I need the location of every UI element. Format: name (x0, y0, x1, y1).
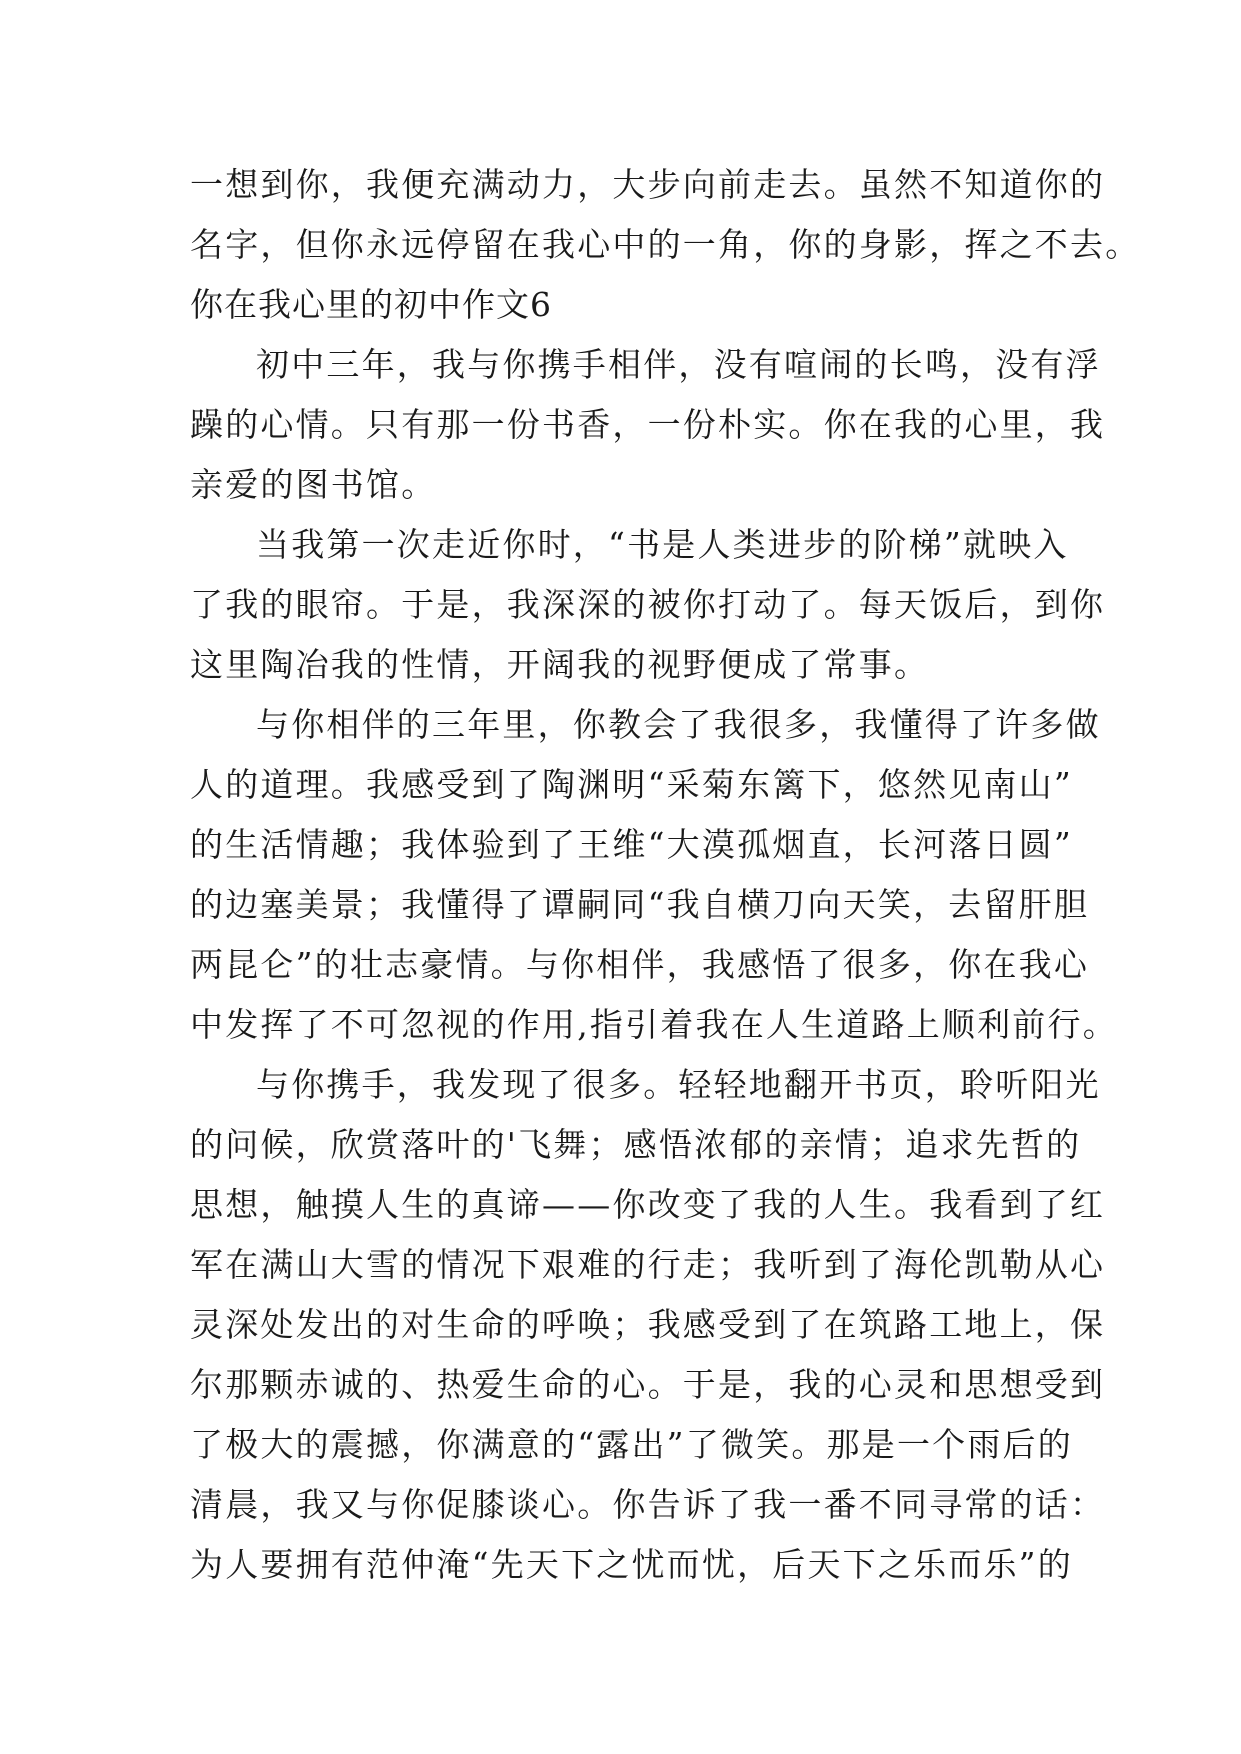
text-line: 一想到你，我便充满动力，大步向前走去。虽然不知道你的 (190, 165, 1106, 204)
paragraph-first-line: 当我第一次走近你时，“书是人类进步的阶梯”就映入 (256, 525, 1069, 564)
text-line: 尔那颗赤诚的、热爱生命的心。于是，我的心灵和思想受到 (190, 1365, 1106, 1404)
text-line: 军在满山大雪的情况下艰难的行走；我听到了海伦凯勒从心 (190, 1245, 1106, 1284)
text-line: 亲爱的图书馆。 (190, 465, 437, 504)
text-line: 灵深处发出的对生命的呼唤；我感受到了在筑路工地上，保 (190, 1305, 1106, 1344)
essay-heading: 你在我心里的初中作文6 (190, 285, 552, 324)
text-line: 躁的心情。只有那一份书香，一份朴实。你在我的心里，我 (190, 405, 1106, 444)
text-line: 的生活情趣；我体验到了王维“大漠孤烟直，长河落日圆” (190, 825, 1073, 864)
essay-text (190, 155, 1141, 1595)
text-line: 清晨，我又与你促膝谈心。你告诉了我一番不同寻常的话： (190, 1485, 1106, 1524)
text-line: 思想，触摸人生的真谛——你改变了我的人生。我看到了红 (190, 1185, 1106, 1224)
text-line: 两昆仑”的壮志豪情。与你相伴，我感悟了很多，你在我心 (190, 945, 1090, 984)
paragraph-first-line: 初中三年，我与你携手相伴，没有喧闹的长鸣，没有浮 (256, 345, 1101, 384)
text-line: 为人要拥有范仲淹“先天下之忧而忧，后天下之乐而乐”的 (190, 1545, 1073, 1584)
paragraph-first-line: 与你携手，我发现了很多。轻轻地翻开书页，聆听阳光 (256, 1065, 1101, 1104)
text-line: 人的道理。我感受到了陶渊明“采菊东篱下，悠然见南山” (190, 765, 1073, 804)
paragraph-first-line: 与你相伴的三年里，你教会了我很多，我懂得了许多做 (256, 705, 1101, 744)
text-line: 这里陶冶我的性情，开阔我的视野便成了常事。 (190, 645, 930, 684)
text-line: 的边塞美景；我懂得了谭嗣同“我自横刀向天笑，去留肝胆 (190, 885, 1090, 924)
text-line: 中发挥了不可忽视的作用,指引着我在人生道路上顺利前行。 (190, 1005, 1118, 1044)
text-line: 了极大的震撼，你满意的“露出”了微笑。那是一个雨后的 (190, 1425, 1073, 1464)
text-line: 的问候，欣赏落叶的'飞舞；感悟浓郁的亲情；追求先哲的 (190, 1125, 1082, 1164)
text-line: 名字，但你永远停留在我心中的一角，你的身影，挥之不去。 (190, 225, 1141, 264)
text-line: 了我的眼帘。于是，我深深的被你打动了。每天饭后，到你 (190, 585, 1106, 624)
